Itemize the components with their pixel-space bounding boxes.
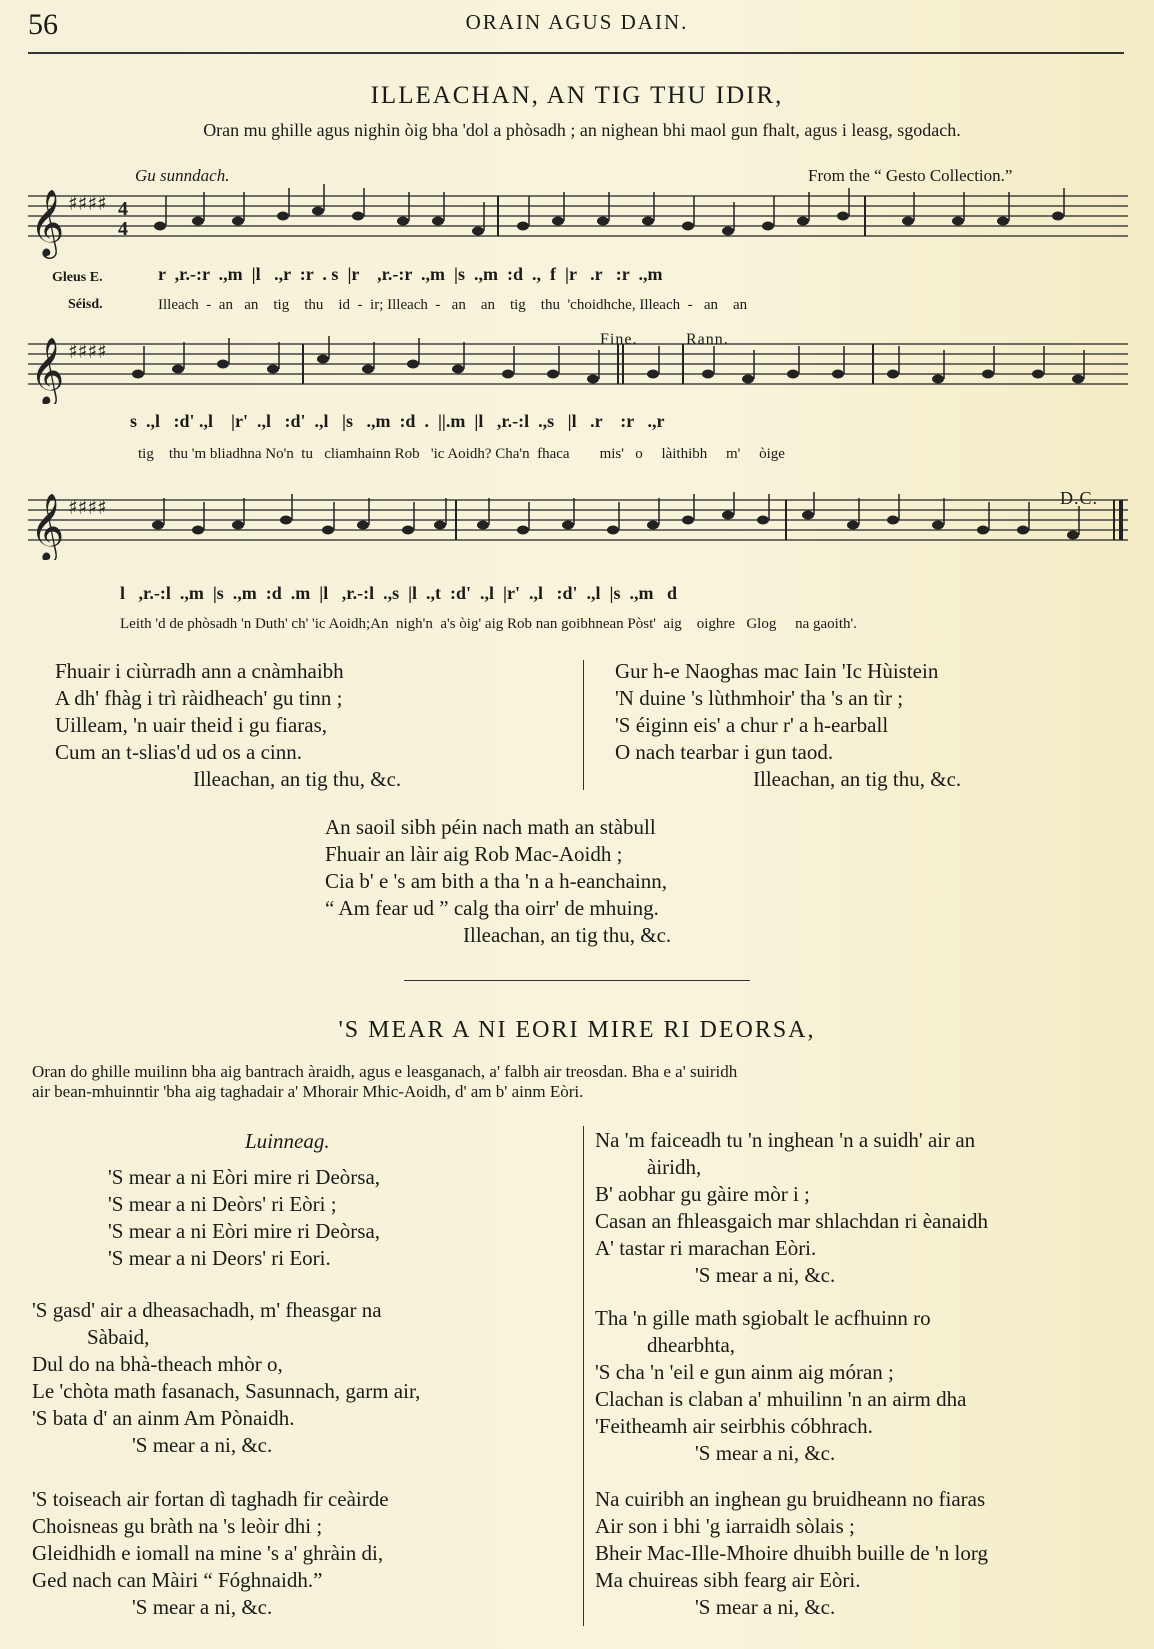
source-note: From the “ Gesto Collection.”: [808, 166, 1013, 185]
left-verse-2: [32, 1486, 389, 1621]
verse-line: Fhuair an làir aig Rob Mac-Aoidh ;: [325, 842, 623, 866]
verse-line: Sàbaid,: [87, 1325, 150, 1349]
verse-line: Casan an fhleasgaich mar shlachdan ri èanaidh: [595, 1209, 989, 1233]
rann-marking: Rann.: [686, 331, 729, 348]
verse-line: 'Feitheamh air seirbhis cóbhrach.: [595, 1414, 873, 1438]
refrain-line: Illeachan, an tig thu, &c.: [193, 767, 402, 791]
running-head: ORAIN AGUS DAIN.: [465, 10, 689, 34]
verse-line: O nach tearbar i gun taod.: [615, 740, 834, 764]
song1-subtitle: Oran mu ghille agus nighin òig bha 'dol a phòsadh ; an nighean bhi maol gun fhalt, agus i leasg, sgodach.: [203, 120, 961, 140]
verse-line: Tha 'n gille math sgiobalt le acfhuinn ro: [595, 1306, 931, 1330]
verse-line: 'N duine 's lùthmhoir' tha 's an tìr ;: [615, 686, 904, 710]
refrain-line: 'S mear a ni, &c.: [695, 1263, 836, 1287]
verse-line: 'S bata d' an ainm Am Pònaidh.: [32, 1406, 295, 1430]
verse-line: Ged nach can Màiri “ Fóghnaidh.”: [32, 1568, 323, 1592]
verse-line: Cia b' e 's am bith a tha 'n a h-eanchainn,: [325, 869, 667, 893]
treble-clef-icon: 𝄞: [30, 336, 65, 404]
tempo-marking: Gu sunndach.: [135, 166, 230, 185]
solfa-line-3: l ,r.-:l .,m |s .,m :d .m |l ,r.-:l .,s |l .,t :d' .,l |r' .,l :d' .,l |s .,m d: [120, 583, 677, 603]
verse-line: Gur h-e Naoghas mac Iain 'Ic Hùistein: [615, 659, 939, 683]
verse-line: Clachan is claban a' mhuilinn 'n an airm dha: [595, 1387, 967, 1411]
song2-title: 'S MEAR A NI EORI MIRE RI DEORSA,: [338, 1017, 816, 1043]
header-rule: [28, 52, 1124, 54]
refrain-line: 'S mear a ni, &c.: [132, 1433, 273, 1457]
verse-line: An saoil sibh péin nach math an stàbull: [325, 815, 656, 839]
verse-line: Choisneas gu bràth na 's leòir dhi ;: [32, 1514, 323, 1538]
refrain-line: 'S mear a ni, &c.: [695, 1595, 836, 1619]
verse-line: 'S toiseach air fortan dì taghadh fir ceàirde: [32, 1487, 389, 1511]
svg-text:♯♯♯♯: ♯♯♯♯: [68, 339, 107, 363]
verse-line: Bheir Mac-Ille-Mhoire dhuibh buille de 'n lorg: [595, 1541, 988, 1565]
verse-line: B' aobhar gu gàire mòr i ;: [595, 1182, 810, 1206]
subtitle-line: air bean-mhuinntir 'bha aig taghadair a' Mhorair Mhic-Aoidh, d' am b' ainm Eòri.: [32, 1082, 584, 1101]
song2-subtitle: [32, 1062, 1132, 1102]
verse-line: Cum an t-slias'd ud os a cinn.: [55, 740, 303, 764]
key-label: Gleus E.: [52, 270, 103, 285]
verse-line: A dh' fhàg i trì ràidheach' gu tinn ;: [55, 686, 343, 710]
solfa-line-1: r ,r.-:r .,m |l .,r :r . s |r ,r.-:r .,m |s .,m :d ., f |r .r :r .,m: [158, 264, 663, 284]
verse-line: 'S mear a ni Deors' ri Eori.: [108, 1246, 331, 1270]
verse-line: 'S cha 'n 'eil e gun ainm aig móran ;: [595, 1360, 894, 1384]
section-rule: [404, 980, 750, 981]
right-verse-3: [595, 1486, 988, 1621]
verse-line: Uilleam, 'n uair theid i gu fiaras,: [55, 713, 328, 737]
treble-clef-icon: 𝄞: [30, 188, 65, 256]
verse-center: [325, 814, 671, 949]
verse-line: Na cuiribh an inghean gu bruidheann no fiaras: [595, 1487, 986, 1511]
verse-line: 'S gasd' air a dheasachadh, m' fheasgar na: [32, 1298, 382, 1322]
luinneag-label: Luinneag.: [245, 1129, 330, 1153]
verse-line: Ma chuireas sibh fearg air Eòri.: [595, 1568, 861, 1592]
column-divider: [583, 1126, 584, 1626]
verse-line: Dul do na bhà-theach mhòr o,: [32, 1352, 283, 1376]
verse-line: Air son i bhi 'g iarraidh sòlais ;: [595, 1514, 855, 1538]
verse-right: [615, 658, 961, 793]
verse-line: Gleidhidh e iomall na mine 's a' ghràin di,: [32, 1541, 384, 1565]
refrain-line: 'S mear a ni, &c.: [695, 1441, 836, 1465]
dc-marking: D.C.: [1060, 488, 1099, 508]
verse-line: 'S mear a ni Deòrs' ri Eòri ;: [108, 1192, 337, 1216]
refrain-line: Illeachan, an tig thu, &c.: [753, 767, 962, 791]
song1-title: ILLEACHAN, AN TIG THU IDIR,: [370, 82, 784, 109]
page-number: 56: [28, 8, 58, 41]
svg-text:4: 4: [118, 218, 128, 240]
luinneag-chorus: [108, 1164, 380, 1272]
words-line-1: Illeach - an an tig thu id - ir; Illeach - an an tig thu 'choidhche, Illeach - an an: [158, 297, 748, 313]
verse-line: 'S mear a ni Eòri mire ri Deòrsa,: [108, 1219, 381, 1243]
svg-text:4: 4: [118, 198, 128, 220]
verse-left: [55, 658, 401, 793]
seisd-label: Séisd.: [68, 297, 103, 312]
verse-line: A' tastar ri marachan Eòri.: [595, 1236, 817, 1260]
words-line-3: Leith 'd de phòsadh 'n Duth' ch' 'ic Aoidh;An nigh'n a's òig' aig Rob nan goibhnean Pòst' aig oighre Glog na gaoith'.: [120, 616, 857, 632]
music-staff-3: [28, 490, 1128, 560]
right-verse-1: [595, 1127, 988, 1289]
words-line-2: tig thu 'm bliadhna No'n tu cliamhainn Rob 'ic Aoidh? Cha'n fhaca mis' o làithibh m' òige: [138, 446, 785, 462]
verse-line: Le 'chòta math fasanach, Sasunnach, garm air,: [32, 1379, 421, 1403]
verse-line: àiridh,: [647, 1155, 702, 1179]
verse-line: Fhuair i ciùrradh ann a cnàmhaibh: [55, 659, 344, 683]
fine-marking: Fine.: [600, 331, 638, 348]
verse-line: Na 'm faiceadh tu 'n inghean 'n a suidh' air an: [595, 1128, 976, 1152]
subtitle-line: Oran do ghille muilinn bha aig bantrach àraidh, agus e leasganach, a' falbh air treosdan. Bha e a' suiridh: [32, 1062, 738, 1081]
music-staff-2: [28, 334, 1128, 404]
right-verse-2: [595, 1305, 966, 1467]
verse-line: 'S éiginn eis' a chur r' a h-earball: [615, 713, 889, 737]
verse-line: dhearbhta,: [647, 1333, 736, 1357]
treble-clef-icon: 𝄞: [30, 492, 65, 560]
refrain-line: 'S mear a ni, &c.: [132, 1595, 273, 1619]
music-staff-1: [28, 180, 1128, 260]
solfa-line-2: s .,l :d' .,l |r' .,l :d' .,l |s .,m :d . ||.m |l ,r.-:l .,s |l .r :r .,r: [130, 411, 665, 431]
verse-line: “ Am fear ud ” calg tha oirr' de mhuing.: [325, 896, 659, 920]
svg-text:♯♯♯♯: ♯♯♯♯: [68, 191, 107, 215]
verse-line: 'S mear a ni Eòri mire ri Deòrsa,: [108, 1165, 381, 1189]
refrain-line: Illeachan, an tig thu, &c.: [463, 923, 672, 947]
column-divider: [583, 660, 584, 790]
svg-text:♯♯♯♯: ♯♯♯♯: [68, 495, 107, 519]
left-verse-1: [32, 1297, 420, 1459]
